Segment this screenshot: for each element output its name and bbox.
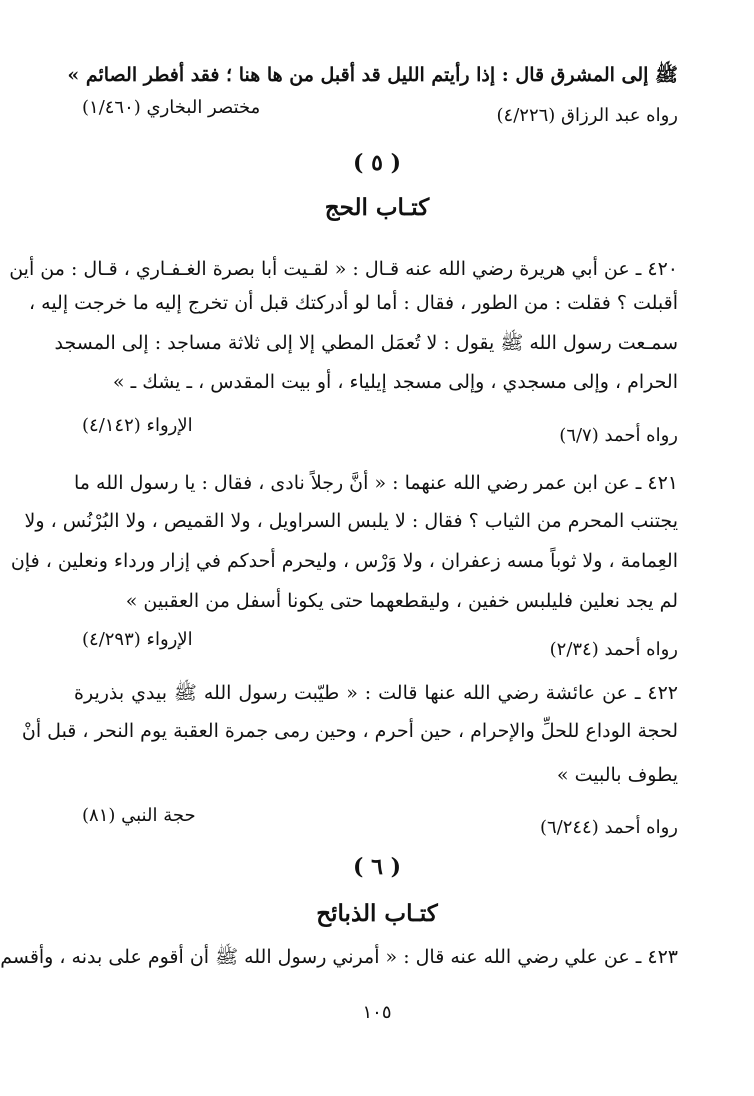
text-line: الحرام ، وإلى مسجدي ، وإلى مسجد إيلياء ، أو بيت المقدس ، ـ يشك ـ » — [112, 371, 678, 393]
text-line: سمـعت رسول الله ﷺ يقول : لا تُعمَل المطي إلا إلى ثلاثة مساجد : إلى المسجد — [54, 332, 678, 354]
reference-citation: حجة النبي (٨١) — [82, 805, 196, 826]
text-line: ٤٢٠ ـ عن أبي هريرة رضي الله عنه قـال : « لقـيت أبا بصرة الغـفـاري ، قـال : من أين — [9, 258, 678, 280]
section-number: ( ٦ ) — [353, 854, 401, 880]
section-number: ( ٥ ) — [353, 150, 401, 176]
reference-citation: مختصر البخاري (١/٤٦٠) — [82, 97, 261, 118]
text-line: أقبلت ؟ فقلت : من الطور ، فقال : أما لو أدركتك قبل أن تخرج إليه ما خرجت إليه ، — [28, 292, 678, 314]
source-citation: رواه عبد الرزاق (٤/٢٢٦) — [496, 105, 678, 126]
section-title: كتـاب الذبائح — [316, 900, 438, 927]
text-line: يجتنب المحرم من الثياب ؟ فقال : لا يلبس السراويل ، ولا القميص ، ولا البُرْنُس ، ولا — [24, 510, 678, 532]
text-line: لم يجد نعلين فليلبس خفين ، وليقطعهما حتى يكونا أسفل من العقبين » — [125, 590, 678, 612]
text-line: يطوف بالبيت » — [556, 764, 678, 786]
source-citation: رواه أحمد (٦/٧) — [559, 425, 678, 446]
reference-citation: الإرواء (٤/١٤٢) — [82, 415, 193, 436]
text-line: ﷺ إلى المشرق قال : إذا رأيتم الليل قد أقبل من ها هنا ؛ فقد أفطر الصائم » — [67, 64, 678, 86]
text-line: ٤٢٣ ـ عن علي رضي الله عنه قال : « أمرني رسول الله ﷺ أن أقوم على بدنه ، وأقسم — [0, 946, 678, 968]
text-line: لحجة الوداع للحلِّ والإحرام ، حين أحرم ، وحين رمى جمرة العقبة يوم النحر ، قبل أنْ — [21, 720, 678, 742]
source-citation: رواه أحمد (٦/٢٤٤) — [539, 817, 678, 838]
source-citation: رواه أحمد (٢/٣٤) — [549, 639, 678, 660]
text-line: ٤٢١ ـ عن ابن عمر رضي الله عنهما : « أنَّ رجلاً نادى ، فقال : يا رسول الله ما — [74, 472, 678, 494]
section-title: كتـاب الحج — [324, 194, 430, 221]
reference-citation: الإرواء (٤/٢٩٣) — [82, 629, 193, 650]
text-line: العِمامة ، ولا ثوباً مسه زعفران ، ولا وَرْس ، وليحرم أحدكم في إزار ورداء ونعلين ، فإن — [10, 550, 678, 572]
page-number: ١٠٥ — [362, 1002, 392, 1023]
text-line: ٤٢٢ ـ عن عائشة رضي الله عنها قالت : « طيّبت رسول الله ﷺ بيدي بذريرة — [74, 682, 678, 704]
